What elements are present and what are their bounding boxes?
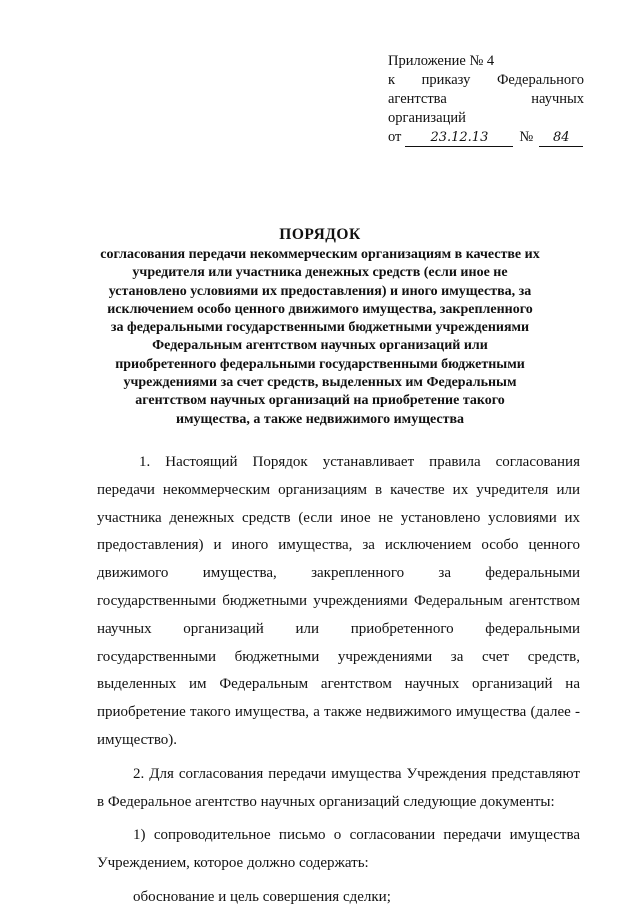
appendix-title: Приложение № 4 [388, 53, 495, 69]
paragraph-3: 1) сопроводительное письмо о согласовании передачи имущества Учреждением, которое должно содержать: [97, 827, 580, 872]
appendix-word-scientific: научных [531, 91, 584, 107]
handwritten-date: 23.12.13 [405, 130, 513, 147]
appendix-order-line [388, 71, 584, 90]
number-prefix: № [519, 129, 534, 145]
appendix-word-k: к [388, 72, 396, 88]
handwritten-number: 84 [539, 130, 583, 147]
appendix-date-line [388, 128, 584, 147]
document-body [97, 449, 580, 918]
document-title: ПОРЯДОК [279, 226, 361, 243]
appendix-agency-line [388, 90, 584, 109]
appendix-word-order: приказу [421, 72, 471, 88]
paragraph-1: 1. Настоящий Порядок устанавливает правила согласования передачи некоммерческим организациям в качестве их учредителя или участника денежных средств (если иное не установлено условиями их предоставления) и иного имущества, за исключением особо ценного движимого имущества, закрепленного за федеральными государственными бюджетными учреждениями Федеральным агентством научных организаций или приобретенного федеральными государственными бюджетными учреждениями за счет средств, выделенных им Федеральным агентством научных организаций на приобретение такого имущества, а также недвижимого имущества (далее - имущество). [97, 454, 580, 748]
document-title-block [100, 226, 540, 429]
appendix-block [388, 52, 584, 147]
paragraph-2: 2. Для согласования передачи имущества Учреждения представляют в Федеральное агентство научных организаций следующие документы: [97, 765, 580, 810]
document-subtitle: согласования передачи некоммерческим организациям в качестве их учредителя или участника денежных средств (если иное не установлено условиями их предоставления) и иного имущества, за исключением особо ценного движимого имущества, закрепленного за федеральными государственными бюджетными учреждениями Федеральным агентством научных организаций или приобретенного федеральными государственными бюджетными учреждениями за счет средств, выделенных им Федеральным агентством научных организаций на приобретение такого имущества, а также недвижимого имущества [100, 247, 540, 427]
date-prefix: от [388, 129, 402, 145]
appendix-word-agency: агентства [388, 91, 447, 107]
appendix-word-federal: Федерального [496, 72, 584, 88]
appendix-organizations: организаций [388, 110, 466, 126]
paragraph-4: обоснование и цель совершения сделки; [133, 888, 391, 905]
